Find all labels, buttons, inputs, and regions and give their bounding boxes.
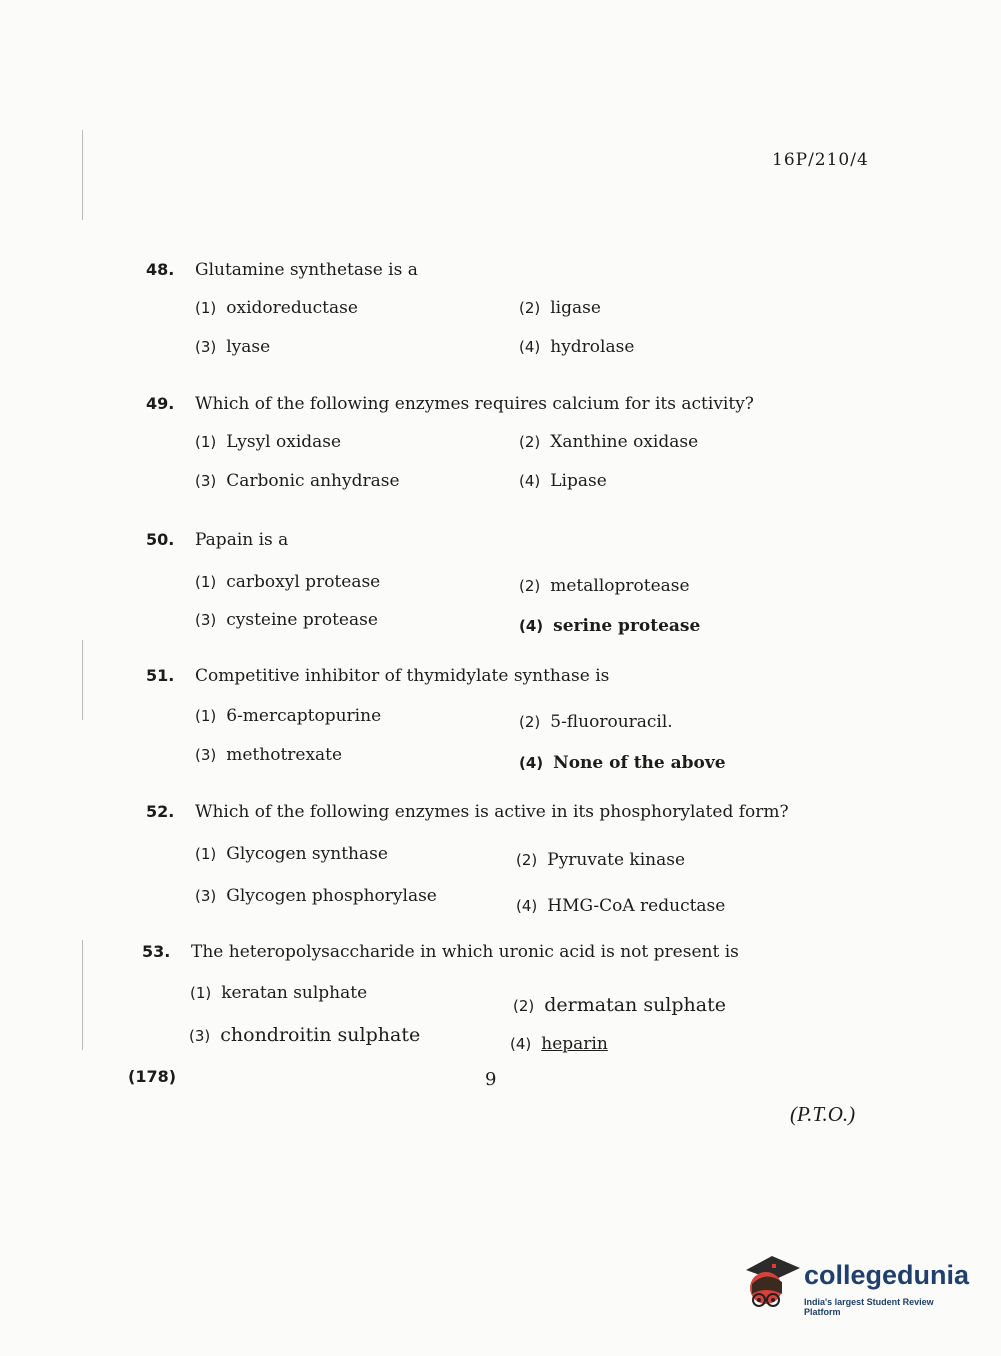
- option-4: (4) serine protease: [519, 616, 701, 636]
- option-3: (3) Carbonic anhydrase: [195, 471, 400, 491]
- option-3: (3) lyase: [195, 337, 271, 357]
- question-text: Glutamine synthetase is a: [195, 260, 418, 280]
- option-1: (1) Lysyl oxidase: [195, 432, 342, 452]
- option-4: (4) HMG-CoA reductase: [516, 896, 726, 916]
- option-3: (3) methotrexate: [195, 745, 343, 765]
- brand-name: collegedunia: [804, 1260, 970, 1290]
- option-3: (3) chondroitin sulphate: [189, 1024, 421, 1046]
- paper-code: 16P/210/4: [772, 150, 869, 170]
- question-text: Competitive inhibitor of thymidylate synthase is: [195, 666, 610, 686]
- question-number: 52.: [146, 802, 175, 821]
- question-text: Papain is a: [195, 530, 289, 550]
- option-1: (1) carboxyl protease: [195, 572, 381, 592]
- pto-note: (P.T.O.): [790, 1102, 856, 1126]
- question-text: Which of the following enzymes is active in its phosphorylated form?: [195, 802, 789, 822]
- option-2: (2) dermatan sulphate: [513, 994, 726, 1016]
- scan-margin-mark: [82, 940, 83, 1050]
- option-1: (1) oxidoreductase: [195, 298, 358, 318]
- scan-margin-mark: [82, 130, 83, 220]
- mascot-icon: [742, 1250, 802, 1316]
- option-2: (2) Pyruvate kinase: [516, 850, 686, 870]
- option-3: (3) cysteine protease: [195, 610, 378, 630]
- option-1: (1) keratan sulphate: [190, 983, 368, 1003]
- option-2: (2) ligase: [519, 298, 601, 318]
- option-4: (4) hydrolase: [519, 337, 635, 357]
- booklet-code: (178): [128, 1067, 177, 1086]
- question-text: The heteropolysaccharide in which uronic acid is not present is: [191, 942, 739, 962]
- option-1: (1) 6-mercaptopurine: [195, 706, 382, 726]
- collegedunia-watermark: [742, 1250, 972, 1320]
- question-number: 49.: [146, 394, 175, 413]
- question-number: 53.: [142, 942, 171, 961]
- option-2: (2) Xanthine oxidase: [519, 432, 699, 452]
- brand-tagline: India's largest Student Review Platform: [804, 1297, 934, 1317]
- option-3: (3) Glycogen phosphorylase: [195, 886, 437, 906]
- scan-margin-mark: [82, 640, 83, 720]
- question-number: 48.: [146, 260, 175, 279]
- option-1: (1) Glycogen synthase: [195, 844, 388, 864]
- question-number: 50.: [146, 530, 175, 549]
- option-2: (2) metalloprotease: [519, 576, 690, 596]
- page-number: 9: [485, 1069, 497, 1090]
- option-4: (4) None of the above: [519, 753, 726, 773]
- question-number: 51.: [146, 666, 175, 685]
- option-4: (4) Lipase: [519, 471, 607, 491]
- question-text: Which of the following enzymes requires calcium for its activity?: [195, 394, 754, 414]
- option-4: (4) heparin: [510, 1034, 608, 1054]
- option-2: (2) 5-fluorouracil.: [519, 712, 673, 732]
